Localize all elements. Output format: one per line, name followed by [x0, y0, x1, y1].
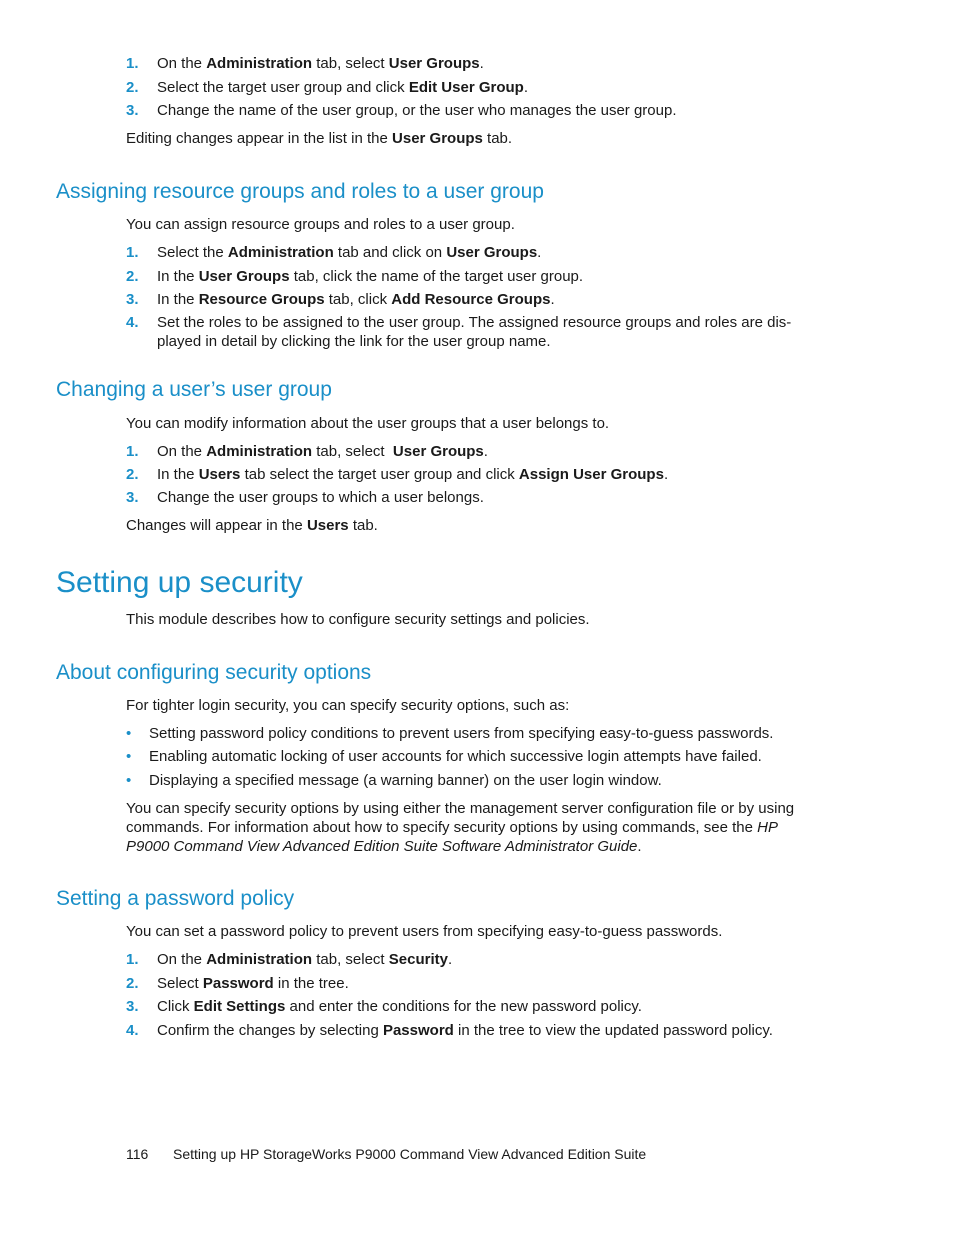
step-text: Select the target user group and click Edit User Group.	[157, 79, 528, 96]
step-text: Change the user groups to which a user belongs.	[157, 489, 484, 506]
step-number: 1.	[126, 244, 139, 261]
step-number: 2.	[126, 466, 139, 483]
step-number: 2.	[126, 975, 139, 992]
note-text: Changes will appear in the Users tab.	[126, 517, 378, 534]
step-number: 2.	[126, 268, 139, 285]
section-heading: Setting a password policy	[56, 887, 295, 910]
step-text: On the Administration tab, select Security.	[157, 951, 453, 968]
intro-text: This module describes how to configure security settings and policies.	[126, 611, 590, 628]
step-text: Change the name of the user group, or the user who manages the user group.	[157, 102, 677, 119]
step-number: 1.	[126, 951, 139, 968]
step-number: 3.	[126, 102, 139, 119]
step-number: 2.	[126, 79, 139, 96]
bullet-text: Enabling automatic locking of user accounts for which successive login attempts have failed.	[149, 748, 762, 765]
section-heading: Changing a user’s user group	[56, 378, 332, 401]
step-text: On the Administration tab, select User Groups.	[157, 55, 484, 72]
step-text: On the Administration tab, select User Groups.	[157, 443, 488, 460]
step-text: Confirm the changes by selecting Password in the tree to view the updated password policy.	[157, 1022, 773, 1039]
page-number: 116	[126, 1146, 149, 1162]
footer-title: Setting up HP StorageWorks P9000 Command View Advanced Edition Suite	[173, 1146, 647, 1162]
step-text: Click Edit Settings and enter the conditions for the new password policy.	[157, 998, 642, 1015]
paragraph: You can specify security options by using either the management server configuration file or by using commands. For information about how to specify security options by using commands, see the HP P9000 Command View Advanced Edition Suite Software Administrator Guide.	[126, 800, 795, 855]
step-text: Select Password in the tree.	[157, 975, 349, 992]
step-number: 4.	[126, 314, 139, 331]
page-title: Setting up security	[56, 566, 303, 599]
section-heading: Assigning resource groups and roles to a user group	[56, 180, 544, 203]
step-number: 3.	[126, 998, 139, 1015]
bullet-marker: •	[126, 748, 132, 765]
step-number: 3.	[126, 291, 139, 308]
bullet-text: Displaying a specified message (a warning banner) on the user login window.	[149, 772, 662, 789]
bullet-text: Setting password policy conditions to prevent users from specifying easy-to-guess passwords.	[149, 725, 774, 742]
intro-text: For tighter login security, you can specify security options, such as:	[126, 697, 570, 714]
step-text: In the Resource Groups tab, click Add Resource Groups.	[157, 291, 555, 308]
step-number: 1.	[126, 443, 139, 460]
section-heading: About configuring security options	[56, 661, 372, 684]
step-text: In the Users tab select the target user group and click Assign User Groups.	[157, 466, 669, 483]
intro-text: You can assign resource groups and roles to a user group.	[126, 216, 515, 233]
step-number: 1.	[126, 55, 139, 72]
note-text: Editing changes appear in the list in the User Groups tab.	[126, 130, 513, 147]
step-text: Select the Administration tab and click on User Groups.	[157, 244, 542, 261]
intro-text: You can modify information about the user groups that a user belongs to.	[126, 415, 610, 432]
step-number: 3.	[126, 489, 139, 506]
intro-text: You can set a password policy to prevent users from specifying easy-to-guess passwords.	[126, 923, 723, 940]
step-text: Set the roles to be assigned to the user group. The assigned resource groups and roles are dis-played in detail by clicking the link for the user group name.	[157, 314, 792, 350]
bullet-marker: •	[126, 725, 132, 742]
step-text: In the User Groups tab, click the name of the target user group.	[157, 268, 584, 285]
step-number: 4.	[126, 1022, 139, 1039]
bullet-marker: •	[126, 772, 132, 789]
